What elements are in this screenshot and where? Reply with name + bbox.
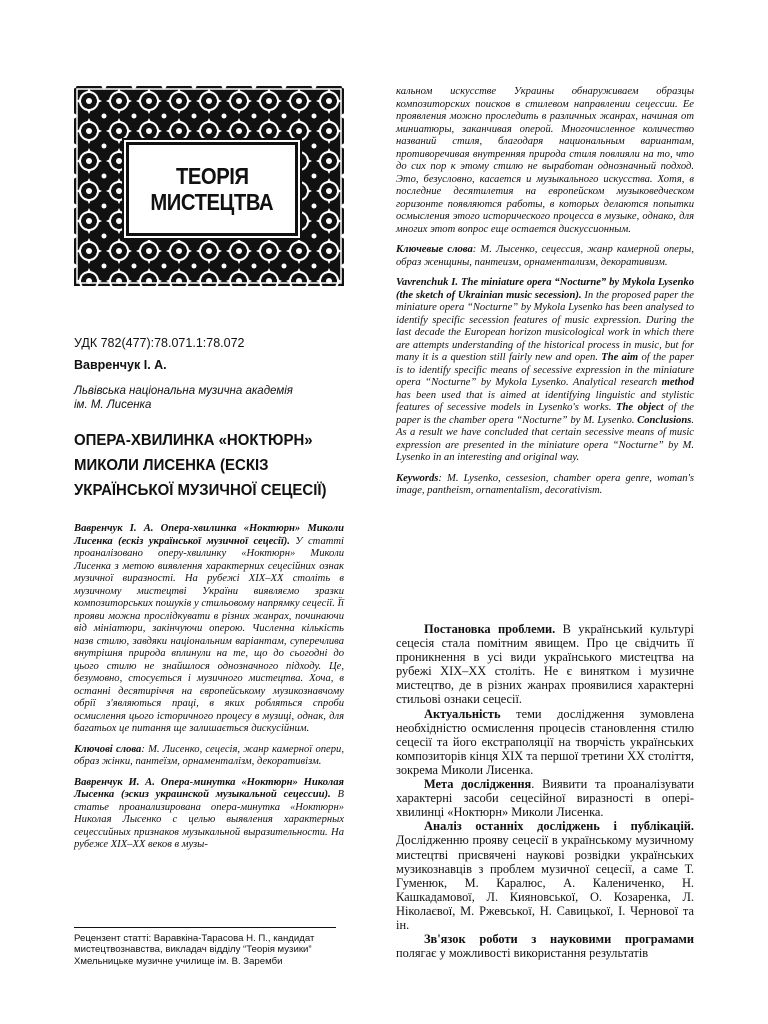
title-line-3: УКРАЇНСЬКОЇ МУЗИЧНОЇ СЕЦЕСІЇ) bbox=[74, 482, 327, 499]
abstract-ru-text-left: В статье проанализирована опера-минутка «Ноктюрн» Николая Лысенко с целью выявления характерных сецессийных признаков музыкальной выразительности. На рубеже XIX–XX веков в музы- bbox=[74, 789, 344, 850]
body-p2-text: теми дослідження зумовлена необхідністю осмислення процесів становлення стилю сецесії та його екстраполяції на творчість українських композиторів кінця XIX та першої третини XX століття, зокрема Миколи Лисенка. bbox=[396, 706, 694, 777]
abstract-en bbox=[396, 277, 694, 465]
abstract-en-text-3: has been used that is aimed at identifying linguistic and stylistic features of secessive models in Lysenko's works. bbox=[396, 389, 694, 413]
abstract-en-text-1: In the proposed paper the miniature opera “Nocturne” by Mykola Lysenko has been analysed to identify specific secession features of music expression. During the last decade the European horizon musicological work in which there are attempts understanding of the historical process in music, but for many it is a question still fairly new and open. bbox=[396, 289, 694, 363]
keywords-en-label: Keywords bbox=[396, 472, 439, 484]
body-p3-label: Мета дослідження bbox=[424, 777, 532, 792]
body-p2-label: Актуальність bbox=[424, 706, 501, 721]
title-line-1: ОПЕРА-ХВИЛИНКА «НОКТЮРН» bbox=[74, 432, 313, 449]
body-paragraph-1 bbox=[396, 622, 694, 707]
keywords-uk bbox=[74, 744, 344, 769]
title-line-2: МИКОЛИ ЛИСЕНКА (ЕСКІЗ bbox=[74, 457, 269, 474]
abstract-en-text-4: of the paper is the chamber opera “Nocturne” by M. Lysenko. bbox=[396, 402, 694, 426]
abstract-uk bbox=[74, 523, 344, 736]
body-p5-text: полягає у можливості використання результатів bbox=[396, 946, 649, 961]
keywords-uk-label: Ключові слова bbox=[74, 743, 142, 755]
abstract-en-text-5: . As a result we have concluded that certain secessive means of music expression are presented in the miniature opera “Nocturne” by M. Lysenko in an interesting and original way. bbox=[396, 414, 694, 463]
left-column bbox=[74, 86, 344, 860]
footnote-rule bbox=[74, 927, 336, 928]
body-p5-label: Зв'язок роботи з науковими програмами bbox=[424, 932, 694, 947]
abstract-en-aim: The aim bbox=[601, 352, 639, 363]
abstract-en-text-2: of the paper is to identify specific means of secessive expression in the miniature opera “Nocturne” by Mykola Lysenko. Analytical research bbox=[396, 352, 695, 388]
affiliation-line-2: ім. М. Лисенка bbox=[74, 399, 152, 411]
abstract-en-lead: Vavrenchuk I. The miniature opera “Nocturne” by Mykola Lysenko (the sketch of Ukrainian music secession). bbox=[396, 277, 694, 301]
abstract-en-method: method bbox=[661, 377, 694, 388]
body-paragraph-4 bbox=[396, 819, 694, 932]
abstract-uk-lead: Вавренчук І. А. Опера-хвилинка «Ноктюрн» Миколи Лисенка (ескіз української музичної сецесії). bbox=[74, 523, 344, 547]
reviewer-footnote: Рецензент статті: Варавкіна-Тарасова Н. П., кандидат мистецтвознавства, викладач відділу “Теорія музики” Хмельницьке музичне училище ім. В. Заремби bbox=[74, 933, 315, 967]
abstract-uk-text: У статті проаналізовано оперу-хвилинку «Ноктюрн» Миколи Лисенка з метою виявлення характерних сецесійних ознак музичної виразності. На рубежі XIX–XX століть в музичному мистецтві України виявляємо зразки композиторських пошуків у стильовому напрямку сецесії. Її прояви можна прослідкувати в різних жанрах, починаючи від мініатюри, закінчуючи оперою. Численна кількість назв стилю, завдяки національним варіантам, суперечлива внутрішня природа вплинули на те, що до сьогодні до цього стилю не знайшлося однозначного підходу. Це, безумовно, стосується і музичного мистецтва. Хоча, в останні десятиріччя на європейському музикознавчому обрії з'являються праці, в яких робляться спроби осмислення цього історичного процесу в музиці, однак, для багатьох це питання ще залишається дискусійним. bbox=[74, 535, 344, 734]
abstract-en-object: The object bbox=[616, 402, 664, 413]
body-paragraph-2 bbox=[396, 707, 694, 777]
abstract-ru-part2: кальном искусстве Украины обнаруживаем образцы композиторских поисков в стилевом направлении сецессии. Ее проявления можно проследить в различных жанрах, начиная от миниатюры, заканчивая оперой. Многочисленное количество названий стиля, благодаря национальным вариантам, противоречивая внутренняя природа стиля повлияли на то, что до сих пор к этому стилю не выработан однозначный подход. Это, безусловно, касается и музыкального искусства. Хотя, в последние десятилетия на европейском музыковедческом горизонте появляются работы, в которых делаются попытки осмысления этого исторического процесса в музыке, однако, для многих этот вопрос еще остается дискуссионным. bbox=[396, 86, 694, 235]
keywords-ru bbox=[396, 244, 694, 269]
body-p1-label: Постановка проблеми. bbox=[424, 622, 556, 636]
udk-code: УДК 782(477):78.071.1:78.072 bbox=[74, 336, 245, 350]
body-p1-text: В український культурі сецесія стала помітним явищем. Про це свідчить її проникнення в усі види українського мистецтва на рубежі XIX–XX століть. Не є винятком і музичне мистецтво, де в різних жанрах проявилися характерні стильові ознаки сецесії. bbox=[396, 622, 694, 707]
article-title bbox=[74, 428, 333, 503]
keywords-ru-label: Ключевые слова bbox=[396, 244, 473, 255]
body-p3-text: . Виявити та проаналізувати характерні засоби сецесійної виразності в опері-хвилинці «Ноктюрн» Миколи Лисенка. bbox=[396, 777, 694, 820]
keywords-en-text: : M. Lysenko, cessesion, chamber opera genre, woman's image, pantheism, ornamentalism, decorativism. bbox=[396, 472, 694, 496]
abstract-ru-lead: Вавренчук И. А. Опера-минутка «Ноктюрн» Николая Лысенка (эскиз украинской музыкальной сецессии). bbox=[74, 776, 344, 800]
abstract-ru-part1 bbox=[74, 777, 344, 852]
section-banner bbox=[74, 86, 344, 286]
affiliation-line-1: Львівська національна музична академія bbox=[74, 385, 293, 397]
keywords-en bbox=[396, 473, 694, 498]
abstract-en-conclusions: Conclusions bbox=[637, 414, 692, 426]
keywords-ru-text: : М. Лысенко, сецессия, жанр камерной оперы, образ женщины, пантеизм, орнаментализм, декоративизм. bbox=[396, 244, 694, 268]
body-paragraph-3 bbox=[396, 777, 694, 819]
affiliation bbox=[74, 384, 344, 412]
right-column bbox=[396, 86, 694, 506]
body-p4-label: Аналіз останніх досліджень і публікацій. bbox=[424, 819, 694, 834]
author-name: Вавренчук І. А. bbox=[74, 358, 167, 372]
body-paragraph-5 bbox=[396, 932, 694, 960]
banner-line-2: МИСТЕЦТВА bbox=[150, 189, 274, 215]
keywords-uk-text: : М. Лисенко, сецесія, жанр камерної опери, образ жінки, пантеїзм, орнаменталізм, декоративізм. bbox=[74, 743, 344, 767]
main-body bbox=[396, 622, 694, 960]
body-p4-text: Дослідженню прояву сецесії в українському музичному мистецтві присвячені наукові розвідки українських музикознавців з проблем музичної сецесії, а саме Т. Гуменюк, М. Каралюс, А. Калениченко, Н. Кашкадамової, Л. Кияновської, О. Козаренка, Л. Ніколаєвої, М. Ржевської, Н. Савицької, І. Чернової та ін. bbox=[396, 833, 694, 932]
banner-title-box bbox=[126, 142, 298, 236]
banner-line-1: ТЕОРІЯ bbox=[175, 163, 249, 189]
